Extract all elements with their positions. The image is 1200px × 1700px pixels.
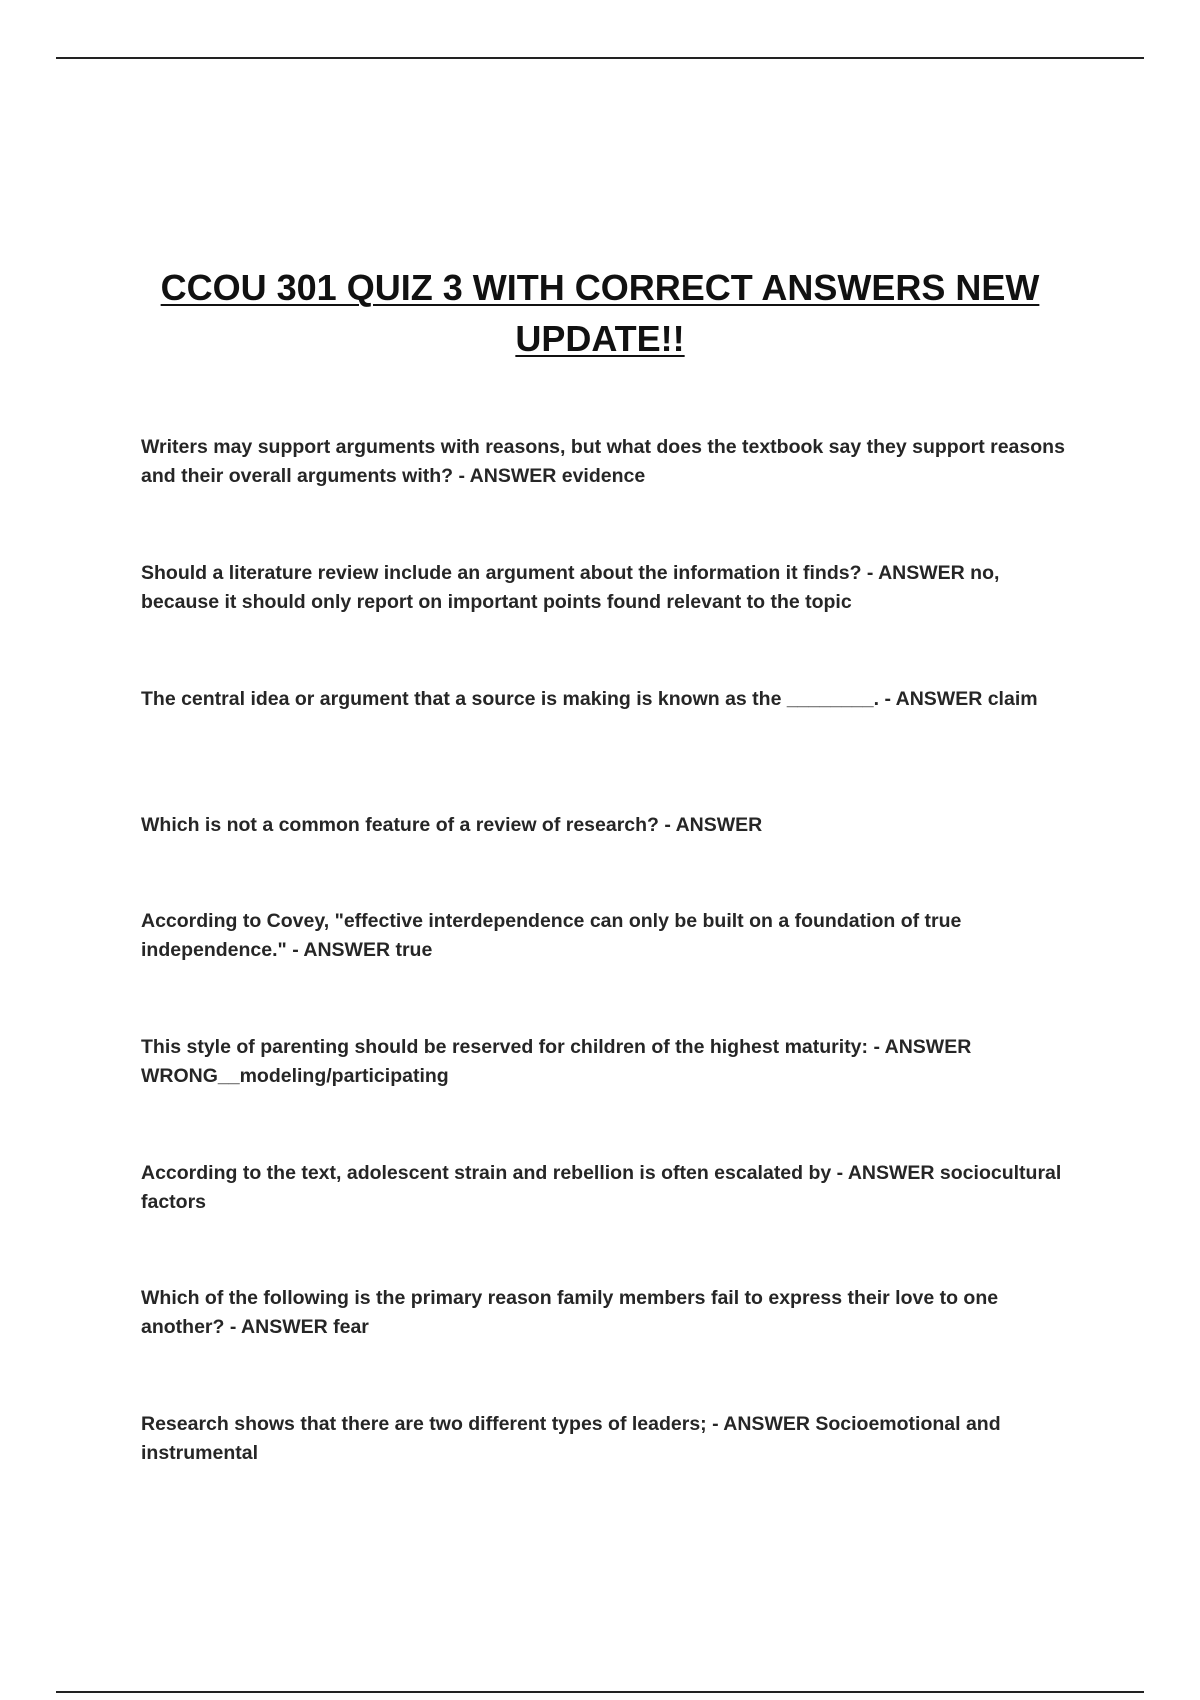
qa-item: Which is not a common feature of a review of research? - ANSWER: [141, 814, 763, 836]
qa-item: Writers may support arguments with reasons, but what does the textbook say they support reasons and their overall arguments with? - ANSWER evidence: [141, 436, 1065, 487]
qa-item: According to the text, adolescent strain and rebellion is often escalated by - ANSWER sociocultural factors: [141, 1162, 1062, 1213]
qa-item: This style of parenting should be reserved for children of the highest maturity: - ANSWER WRONG__modeling/participating: [141, 1036, 972, 1087]
qa-item: Should a literature review include an argument about the information it finds? - ANSWER no, because it should only report on important points found relevant to the topic: [141, 562, 1000, 613]
top-divider: [56, 57, 1144, 59]
qa-item: The central idea or argument that a source is making is known as the ________. - ANSWER claim: [141, 688, 1038, 710]
qa-item: According to Covey, "effective interdependence can only be built on a foundation of true independence." - ANSWER true: [141, 910, 962, 961]
qa-item: Research shows that there are two different types of leaders; - ANSWER Socioemotional and instrumental: [141, 1413, 1001, 1464]
page-title: CCOU 301 QUIZ 3 WITH CORRECT ANSWERS NEW UPDATE!!: [160, 267, 1040, 359]
qa-item: Which of the following is the primary reason family members fail to express their love to one another? - ANSWER fear: [141, 1287, 999, 1338]
bottom-divider: [56, 1691, 1144, 1693]
